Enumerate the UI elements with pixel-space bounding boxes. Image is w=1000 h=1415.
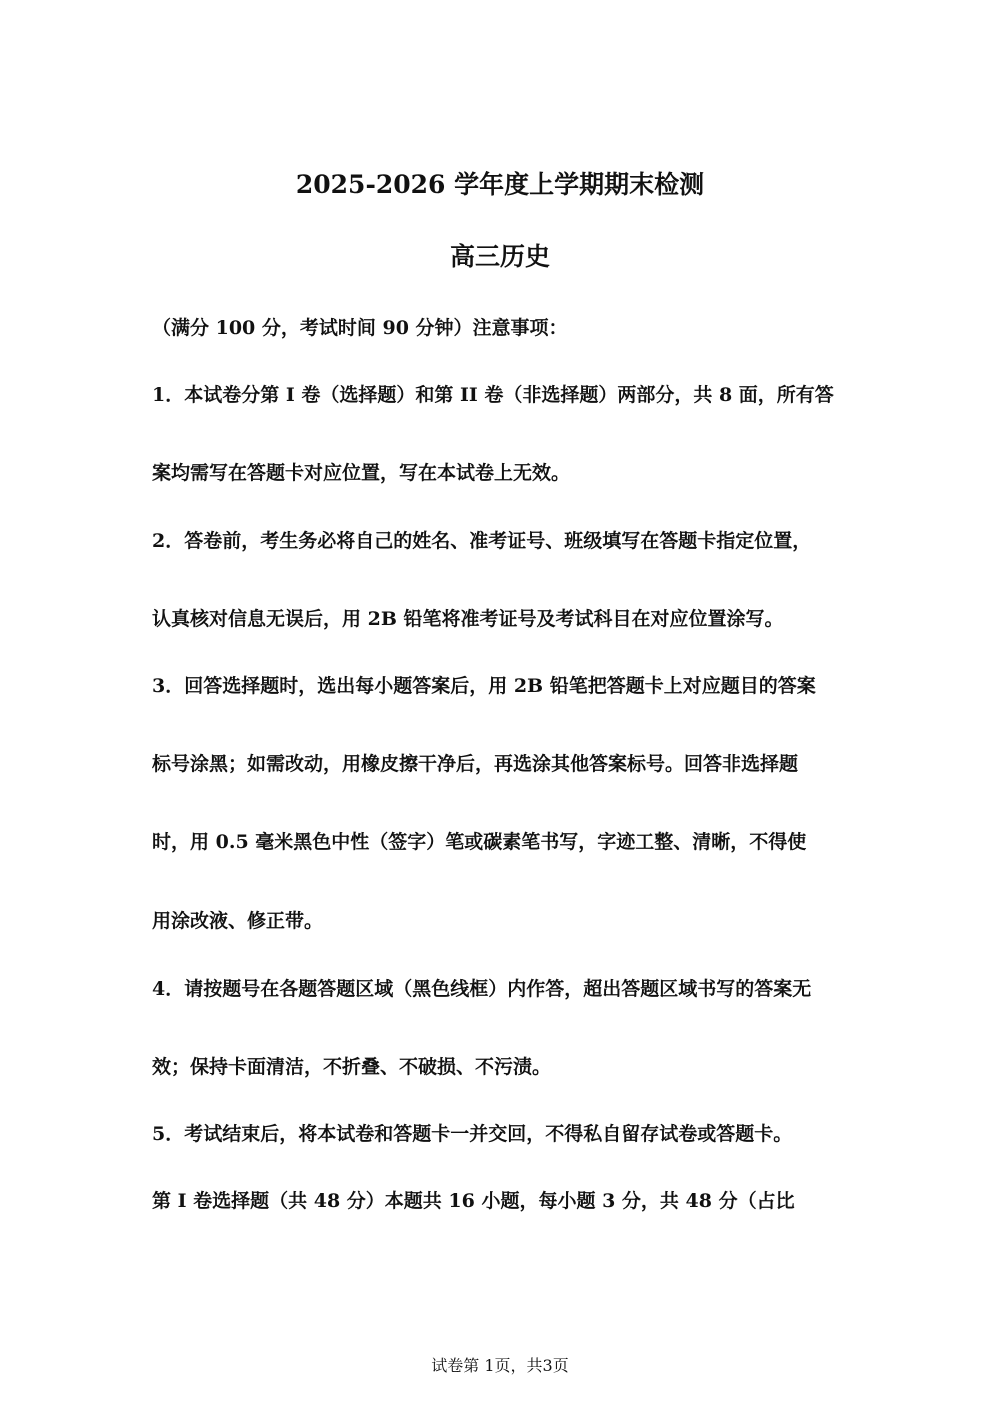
page-footer: 试卷第 1页，共3页 — [431, 1356, 569, 1375]
instruction-line: 3．回答选择题时，选出每小题答案后，用 2B 铅笔把答题卡上对应题目的答案 — [152, 675, 816, 697]
instruction-line: 标号涂黑；如需改动，用橡皮擦干净后，再选涂其他答案标号。回答非选择题 — [152, 753, 799, 775]
instruction-line: 4．请按题号在各题答题区域（黑色线框）内作答，超出答题区域书写的答案无 — [152, 978, 812, 1000]
instruction-line: 案均需写在答题卡对应位置，写在本试卷上无效。 — [152, 462, 571, 484]
instructions-intro: （满分 100 分，考试时间 90 分钟）注意事项： — [152, 317, 568, 339]
section-heading: 第 I 卷选择题（共 48 分）本题共 16 小题，每小题 3 分，共 48 分（占比 — [152, 1190, 795, 1212]
exam-title: 2025-2026 学年度上学期期末检测 — [295, 170, 705, 199]
instruction-line: 用涂改液、修正带。 — [152, 910, 324, 932]
instruction-line: 时，用 0.5 毫米黑色中性（签字）笔或碳素笔书写，字迹工整、清晰，不得使 — [152, 831, 807, 853]
instruction-line: 2．答卷前，考生务必将自己的姓名、准考证号、班级填写在答题卡指定位置， — [152, 530, 812, 552]
subject-title: 高三历史 — [449, 242, 550, 271]
instruction-line: 5．考试结束后，将本试卷和答题卡一并交回，不得私自留存试卷或答题卡。 — [152, 1123, 793, 1145]
instruction-line: 认真核对信息无误后，用 2B 铅笔将准考证号及考试科目在对应位置涂写。 — [152, 608, 784, 630]
instruction-line: 1．本试卷分第 I 卷（选择题）和第 II 卷（非选择题）两部分，共 8 面，所有答 — [152, 384, 834, 406]
instruction-line: 效；保持卡面清洁，不折叠、不破损、不污渍。 — [152, 1056, 552, 1078]
